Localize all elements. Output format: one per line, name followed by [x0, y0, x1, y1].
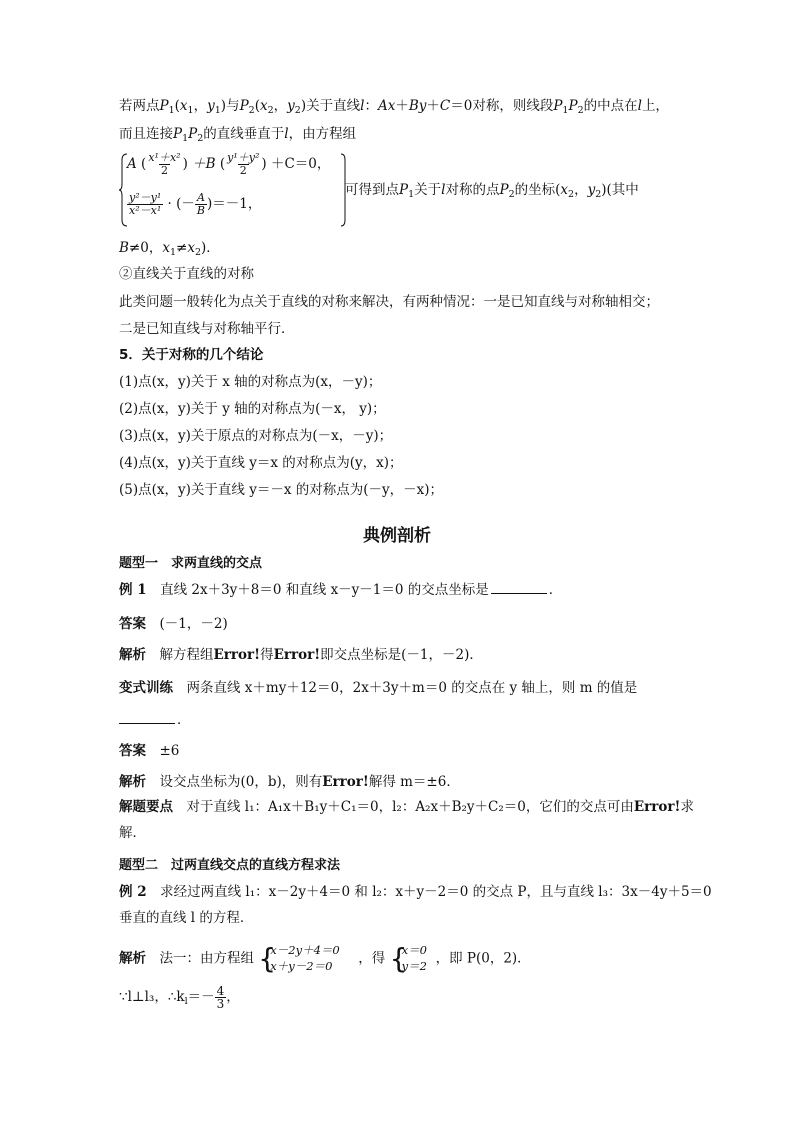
item2-text2: 二是已知直线与对称轴平行．: [119, 321, 295, 337]
item2-title: ②直线关于直线的对称: [119, 266, 254, 282]
example-1: 例 1 直线 2x＋3y＋8＝0 和直线 x－y－1＝0 的交点坐标是 ．: [119, 582, 563, 598]
conclusion-5: (5)点(x，y)关于直线 y＝－x 的对称点为(－y，－x)；: [119, 482, 443, 498]
system1-row2: $\frac{\text{y²－y¹}}{\text{x²－x¹}}$ · (－ $\frac{A}{B}$ )＝－1，: [129, 191, 262, 217]
example-2: 例 2 求经过两直线 l₁：x－2y＋4＝0 和 l₂：x＋y－2＝0 的交点 P，且与直线 l₃：3x－4y＋5＝0: [119, 884, 712, 900]
key-points-line2: 解．: [119, 825, 146, 841]
type2-title: 题型二 过两直线交点的直线方程求法: [119, 858, 341, 873]
answer-2: 答案 ±6: [119, 743, 180, 759]
solution-2: 解析 设交点坐标为(0，b)，则有Error!解得 m＝±6．: [119, 774, 460, 790]
system1-row1: A ( $\frac{\text{x¹＋x²}}{2}$ ) ＋B ( $\frac{\text{y¹＋y²}}{2}$ ) ＋C＝0，: [127, 151, 331, 177]
conclusion-1: (1)点(x，y)关于 x 轴的对称点为(x，－y)；: [119, 374, 382, 390]
answer-1: 答案 (－1，－2): [119, 616, 228, 632]
para-sym-line1: 若两点$P_1(x_1$，$y_1$)与$P_2(x_2$，$y_2$)关于直线l：Ax＋By＋C＝0对称，则线段$P_1P_2$的中点在l上，: [119, 98, 669, 116]
variant-training-line2: ．: [119, 710, 191, 730]
answer-blank-2: [119, 711, 175, 724]
system1-result: 可得到点$P_1$关于l对称的点$P_2$的坐标($x_2$，$y_2$)(其中: [345, 182, 639, 200]
solution-3: 解析 法一：由方程组 { x－2y＋4＝0 x＋y－2＝0 ，得 { x＝0 y＝2 ，即 P(0，2)．: [119, 942, 531, 975]
solution-1: 解析 解方程组Error!得Error!即交点坐标是(－1，－2)．: [119, 647, 483, 663]
system-2-result: { x＝0 y＝2: [389, 942, 427, 975]
para-sym-line2: 而且连接$P_1P_2$的直线垂直于l，由方程组: [119, 126, 357, 144]
variant-training: 变式训练 两条直线 x＋my＋12＝0，2x＋3y＋m＝0 的交点在 y 轴上，则 m 的值是: [119, 680, 638, 696]
conclusion-2: (2)点(x，y)关于 y 轴的对称点为(－x， y)；: [119, 401, 386, 417]
system-2: { x－2y＋4＝0 x＋y－2＝0: [258, 942, 340, 975]
example-2-line2: 垂直的直线 l 的方程．: [119, 910, 254, 926]
equation-system-1: [119, 150, 349, 230]
key-points: 解题要点 对于直线 l₁：A₁x＋B₁y＋C₁＝0，l₂：A₂x＋B₂y＋C₂＝0，它们的交点可由Error!求: [119, 799, 694, 815]
perpendicular-line: ∵l⊥l₃，$\therefore k_l=-$ $\frac{4}{3}$ ，: [119, 984, 240, 1011]
conclusion-3: (3)点(x，y)关于原点的对称点为(－x，－y)；: [119, 428, 393, 444]
type1-title: 题型一 求两直线的交点: [119, 556, 263, 571]
conclusion-4: (4)点(x，y)关于直线 y＝x 的对称点为(y，x)；: [119, 455, 403, 471]
section5-title: 5．关于对称的几个结论: [119, 347, 264, 363]
condition-line: B≠0，$x_1\ne x_2$)．: [119, 240, 220, 258]
answer-blank: [491, 581, 547, 594]
section-heading: 典例剖析: [363, 526, 431, 546]
item2-text1: 此类问题一般转化为点关于直线的对称来解决，有两种情况：一是已知直线与对称轴相交；: [119, 294, 659, 310]
